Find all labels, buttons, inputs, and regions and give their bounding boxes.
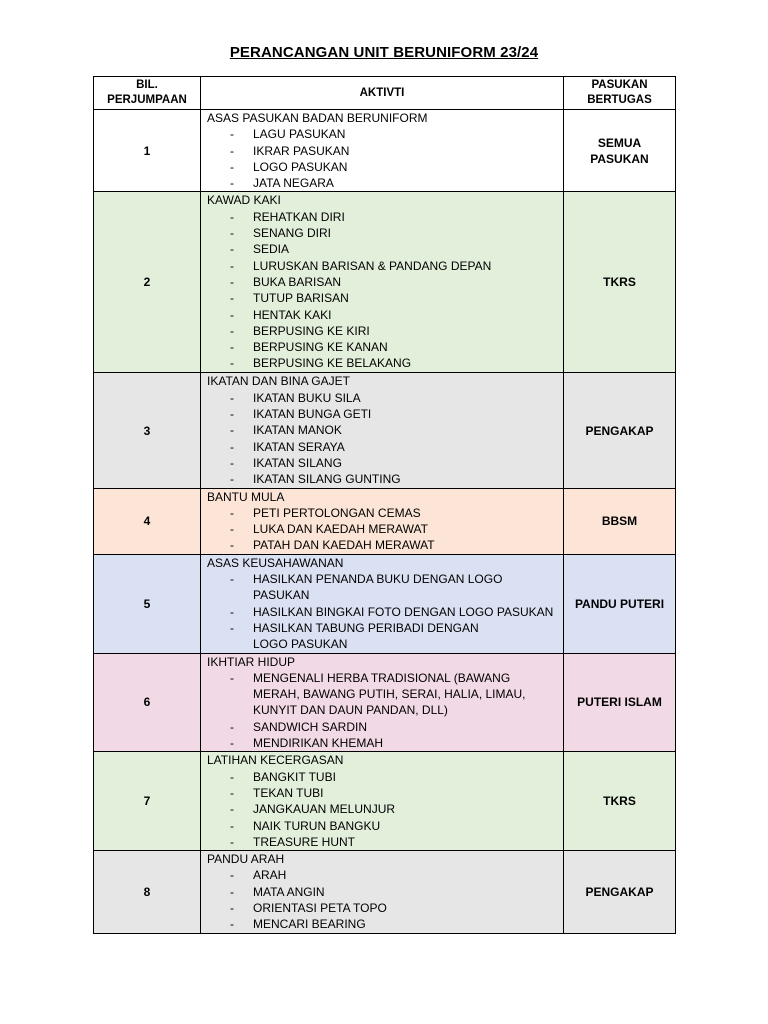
list-item: - PATAH DAN KAEDAH MERAWAT	[207, 537, 563, 553]
list-item: - HASILKAN PENANDA BUKU DENGAN LOGO PASUKAN	[207, 571, 563, 604]
list-item: - IKATAN MANOK	[207, 422, 563, 438]
activity-list	[207, 505, 563, 554]
header-bil: BIL. PERJUMPAAN	[94, 77, 201, 110]
list-item: - LURUSKAN BARISAN & PANDANG DEPAN	[207, 258, 563, 274]
list-item: - HASILKAN TABUNG PERIBADI DENGAN LOGO PASUKAN	[207, 620, 563, 653]
list-item: - IKATAN SILANG	[207, 455, 563, 471]
table-row	[94, 373, 676, 488]
list-item: - TUTUP BARISAN	[207, 290, 563, 306]
activity-list	[207, 126, 563, 191]
table-header-row	[94, 77, 676, 110]
meeting-number: 6	[94, 653, 201, 752]
table-row	[94, 851, 676, 933]
assigned-unit: BBSM	[564, 488, 676, 554]
activity-title: BANTU MULA	[207, 489, 285, 504]
list-item: - MENCARI BEARING	[207, 916, 563, 932]
activity-cell	[201, 110, 564, 192]
header-pasukan: PASUKAN BERTUGAS	[564, 77, 676, 110]
table-row	[94, 192, 676, 373]
list-item: - REHATKAN DIRI	[207, 209, 563, 225]
meeting-number: 4	[94, 488, 201, 554]
list-item: - BERPUSING KE KIRI	[207, 323, 563, 339]
activity-list	[207, 571, 563, 652]
table-row	[94, 752, 676, 851]
activity-title: KAWAD KAKI	[207, 193, 281, 208]
list-item: - BANGKIT TUBI	[207, 769, 563, 785]
table-row	[94, 488, 676, 554]
list-item: - BERPUSING KE KANAN	[207, 339, 563, 355]
activity-list	[207, 390, 563, 488]
list-item: - IKATAN BUKU SILA	[207, 390, 563, 406]
meeting-number: 8	[94, 851, 201, 933]
list-item: - MENDIRIKAN KHEMAH	[207, 735, 563, 751]
activity-title: IKATAN DAN BINA GAJET	[207, 374, 350, 389]
list-item: - TEKAN TUBI	[207, 785, 563, 801]
assigned-unit: PENGAKAP	[564, 851, 676, 933]
list-item: - HENTAK KAKI	[207, 307, 563, 323]
activity-cell	[201, 554, 564, 653]
activity-cell	[201, 851, 564, 933]
assigned-unit: TKRS	[564, 752, 676, 851]
activity-title: PANDU ARAH	[207, 852, 285, 867]
table-row	[94, 653, 676, 752]
list-item: - JANGKAUAN MELUNJUR	[207, 801, 563, 817]
list-item: - SANDWICH SARDIN	[207, 719, 563, 735]
list-item: - HASILKAN BINGKAI FOTO DENGAN LOGO PASUKAN	[207, 604, 563, 620]
list-item: - MENGENALI HERBA TRADISIONAL (BAWANG MERAH, BAWANG PUTIH, SERAI, HALIA, LIMAU, KUNYIT DAN DAUN PANDAN, DLL)	[207, 670, 563, 719]
list-item: - BUKA BARISAN	[207, 274, 563, 290]
list-item: - NAIK TURUN BANGKU	[207, 818, 563, 834]
assigned-unit: PANDU PUTERI	[564, 554, 676, 653]
activity-title: LATIHAN KECERGASAN	[207, 753, 344, 768]
list-item: - IKATAN SERAYA	[207, 439, 563, 455]
table-row	[94, 554, 676, 653]
list-item: - BERPUSING KE BELAKANG	[207, 355, 563, 371]
meeting-number: 2	[94, 192, 201, 373]
meeting-number: 5	[94, 554, 201, 653]
list-item: - IKRAR PASUKAN	[207, 143, 563, 159]
assigned-unit: SEMUA PASUKAN	[564, 110, 676, 192]
header-aktiviti: AKTIVTI	[201, 77, 564, 110]
list-item: - ORIENTASI PETA TOPO	[207, 900, 563, 916]
plan-table	[93, 76, 676, 934]
activity-cell	[201, 488, 564, 554]
activity-title: IKHTIAR HIDUP	[207, 654, 296, 669]
table-row	[94, 110, 676, 192]
meeting-number: 1	[94, 110, 201, 192]
list-item: - MATA ANGIN	[207, 884, 563, 900]
list-item: - TREASURE HUNT	[207, 834, 563, 850]
activity-title: ASAS KEUSAHAWANAN	[207, 555, 344, 570]
list-item: - ARAH	[207, 867, 563, 883]
list-item: - SEDIA	[207, 241, 563, 257]
page-title: PERANCANGAN UNIT BERUNIFORM 23/24	[229, 44, 539, 61]
activity-cell	[201, 373, 564, 488]
activity-cell	[201, 653, 564, 752]
meeting-number: 3	[94, 373, 201, 488]
assigned-unit: PENGAKAP	[564, 373, 676, 488]
assigned-unit: TKRS	[564, 192, 676, 373]
activity-list	[207, 209, 563, 372]
activity-cell	[201, 192, 564, 373]
list-item: - LAGU PASUKAN	[207, 126, 563, 142]
activity-cell	[201, 752, 564, 851]
list-item: - SENANG DIRI	[207, 225, 563, 241]
assigned-unit: PUTERI ISLAM	[564, 653, 676, 752]
activity-list	[207, 769, 563, 850]
list-item: - IKATAN BUNGA GETI	[207, 406, 563, 422]
list-item: - JATA NEGARA	[207, 175, 563, 191]
meeting-number: 7	[94, 752, 201, 851]
activity-title: ASAS PASUKAN BADAN BERUNIFORM	[207, 111, 428, 125]
list-item: - PETI PERTOLONGAN CEMAS	[207, 505, 563, 521]
list-item: - IKATAN SILANG GUNTING	[207, 471, 563, 487]
activity-list	[207, 670, 563, 751]
activity-list	[207, 867, 563, 932]
list-item: - LOGO PASUKAN	[207, 159, 563, 175]
list-item: - LUKA DAN KAEDAH MERAWAT	[207, 521, 563, 537]
